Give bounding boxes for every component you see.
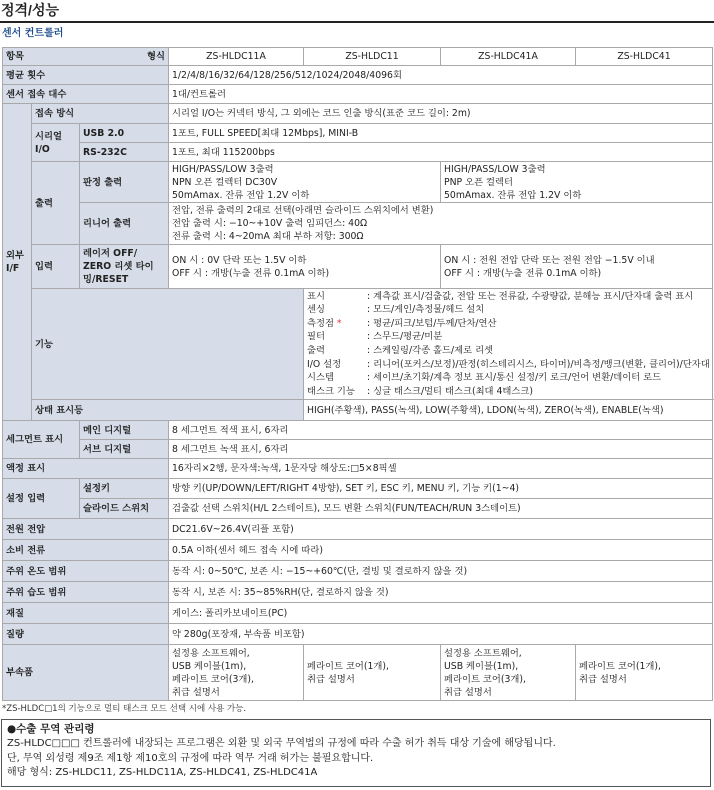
rs232-label: RS-232C (80, 143, 169, 162)
function-list (304, 289, 713, 400)
sub-display-value: 8 세그먼트 녹색 표시, 6자리 (169, 440, 713, 459)
material-value: 게이스: 폴리카보네이트(PC) (169, 603, 713, 624)
avg-value: 1/2/4/8/16/32/64/128/256/512/1024/2048/4096회 (169, 66, 713, 85)
acc-line: USB 케이블(1m), (444, 660, 519, 672)
model-hldc41: ZS-HLDC41 (576, 48, 713, 66)
row-functions (3, 289, 713, 400)
sub-display-label: 서브 디지털 (80, 440, 169, 459)
setting-label: 설정 입력 (3, 479, 80, 519)
export-control-line: 해당 형식: ZS-HLDC11, ZS-HLDC11A, ZS-HLDC41, ZS-HLDC41A (7, 767, 318, 778)
voltage-label: 전원 전압 (3, 519, 169, 540)
input-npn-line: OFF 시 : 개방(누출 전류 0.1mA 이하) (172, 267, 330, 279)
judge-pnp (441, 162, 713, 203)
row-material (3, 603, 713, 624)
rs232-value: 1포트, 최대 115200bps (169, 143, 713, 162)
acc-line: 페라이트 코어(3개), (172, 673, 254, 685)
acc-line: 설정용 소프트웨어, (444, 647, 522, 659)
voltage-value: DC21.6V~26.4V(리플 포함) (169, 519, 713, 540)
acc-line: 페라이트 코어(3개), (444, 673, 526, 685)
judge-npn-line: HIGH/PASS/LOW 3출력 (172, 163, 274, 175)
function-item: 출력 : 스케일링/각종 홀드/제로 리셋 (307, 345, 494, 356)
acc-line: 페라이트 코어(1개), (307, 660, 389, 672)
header-model-label: 형식 (147, 51, 165, 62)
temp-label: 주위 온도 범위 (3, 561, 169, 582)
row-rs232 (3, 143, 713, 162)
row-sub-display (3, 440, 713, 459)
material-label: 재질 (3, 603, 169, 624)
row-current (3, 540, 713, 561)
spec-table (2, 47, 713, 701)
function-item: 표시 : 계측값 표시/검출값, 전압 또는 전류값, 수광량값, 분해능 표시/단자대 출력 표시 (307, 290, 694, 302)
function-item: I/O 설정 : 리니어(포커스/보정)/판정(히스테리시스, 타이머)/비측정/뱅크(변환, 클리어)/단자대 (307, 358, 710, 370)
row-status (3, 400, 713, 421)
lcd-label: 액정 표시 (3, 459, 169, 479)
seg-label: 세그먼트 표시 (3, 421, 80, 459)
acc-hldc41a (441, 645, 576, 701)
row-input (3, 245, 713, 289)
status-value: HIGH(주황색), PASS(녹색), LOW(주황색), LDON(녹색), ZERO(녹색), ENABLE(녹색) (304, 400, 713, 421)
linear-label: 리니어 출력 (80, 203, 169, 245)
function-item: 측정점 * : 평균/피크/보텀/두께/단차/연산 (307, 317, 497, 329)
input-npn (169, 245, 441, 289)
lcd-value: 16자리×2행, 문자색:녹색, 1문자당 해상도:□5×8픽셀 (169, 459, 713, 479)
avg-label: 평균 횟수 (3, 66, 169, 85)
input-label: 입력 (32, 245, 80, 289)
input-pnp (441, 245, 713, 289)
section-subtitle: 센서 컨트롤러 (2, 28, 64, 39)
function-item: 시스템 : 세이브/초기화/계측 정보 표시/통신 설정/키 로크/언어 변환/데이터 로드 (307, 372, 662, 384)
model-hldc11a: ZS-HLDC11A (169, 48, 304, 66)
current-label: 소비 전류 (3, 540, 169, 561)
slide-label: 슬라이드 스위치 (80, 499, 169, 519)
weight-value: 약 280g(포장재, 부속품 비포함) (169, 624, 713, 645)
linear-value (169, 203, 713, 245)
judge-npn-line: NPN 오픈 컬렉터 DC30V (172, 176, 278, 188)
usb-label: USB 2.0 (80, 124, 169, 143)
slide-value: 검출값 선택 스위치(H/L 2스테이트), 모드 변환 스위치(FUN/TEACH/RUN 3스테이트) (169, 499, 713, 519)
export-control-heading: ●수출 무역 관리령 (7, 723, 95, 735)
humidity-label: 주위 습도 범위 (3, 582, 169, 603)
external-if-label: 외부 I/F (3, 104, 32, 421)
sensor-count-label: 센서 접속 대수 (3, 85, 169, 104)
linear-line: 전류 출력 시: 4~20mA 최대 부하 저항: 300Ω (172, 231, 364, 242)
humidity-value: 동작 시, 보존 시: 35~85%RH(단, 결로하지 않을 것) (169, 582, 713, 603)
linear-line: 전압 출력 시: −10~+10V 출력 임피던스: 40Ω (172, 218, 368, 229)
row-lcd (3, 459, 713, 479)
main-display-value: 8 세그먼트 적색 표시, 6자리 (169, 421, 713, 440)
row-weight (3, 624, 713, 645)
acc-line: USB 케이블(1m), (172, 660, 247, 672)
row-voltage (3, 519, 713, 540)
export-control-line: ZS-HLDC□□□ 컨트롤러에 내장되는 프로그램은 외환 및 외국 무역법의 규정에 따라 수출 허가 취득 대상 기술에 해당됩니다. (7, 738, 556, 749)
row-humidity (3, 582, 713, 603)
row-usb (3, 124, 713, 143)
acc-line: 취급 설명서 (579, 673, 627, 685)
model-hldc41a: ZS-HLDC41A (441, 48, 576, 66)
conn-method-label: 접속 방식 (32, 104, 169, 124)
setting-key-label: 설정키 (80, 479, 169, 499)
row-setting-key (3, 479, 713, 499)
row-linear-output (3, 203, 713, 245)
serial-label: 시리얼 I/O (32, 124, 80, 162)
current-value: 0.5A 이하(센서 헤드 접속 시에 따라) (169, 540, 713, 561)
sensor-count-value: 1대/컨트롤러 (169, 85, 713, 104)
model-hldc11: ZS-HLDC11 (304, 48, 441, 66)
row-slide-switch (3, 499, 713, 519)
row-temperature (3, 561, 713, 582)
row-conn-method (3, 104, 713, 124)
row-accessories (3, 645, 713, 701)
export-control-box (1, 719, 711, 787)
acc-hldc41 (576, 645, 713, 701)
function-item: 태스크 기능 : 싱글 태스크/멀티 태스크(최대 4태스크) (307, 385, 533, 397)
footnote-star: * (336, 317, 342, 329)
acc-line: 설정용 소프트웨어, (172, 647, 250, 659)
judge-pnp-line: PNP 오픈 컬렉터 (444, 176, 513, 188)
usb-value: 1포트, FULL SPEED[최대 12Mbps], MINI-B (169, 124, 713, 143)
accessory-label: 부속품 (3, 645, 169, 701)
input-npn-line: ON 시 : 0V 단락 또는 1.5V 이하 (172, 254, 307, 266)
judge-npn (169, 162, 441, 203)
footnote: *ZS-HLDC□1의 기능으로 멀티 태스크 모드 선택 시에 사용 가능. (2, 704, 247, 714)
row-average (3, 66, 713, 85)
function-label: 기능 (32, 289, 304, 400)
judge-pnp-line: HIGH/PASS/LOW 3출력 (444, 163, 546, 175)
linear-line: 전압, 전류 출력의 2대로 선택(아래면 슬라이드 스위치에서 변환) (172, 205, 434, 216)
judge-pnp-line: 50mAmax. 잔류 전압 1.2V 이하 (444, 189, 582, 201)
input-sub-label: 레이저 OFF/ ZERO 리셋 타이밍/RESET (80, 245, 169, 289)
row-main-display (3, 421, 713, 440)
header-item: 항목 (6, 51, 24, 62)
export-control-line: 단, 무역 외성령 제9조 제1항 제10호의 규정에 따라 역무 거래 허가는 불필요합니다. (7, 752, 374, 764)
header-row (3, 48, 713, 66)
row-sensor-count (3, 85, 713, 104)
acc-line: 페라이트 코어(1개), (579, 660, 661, 672)
temp-value: 동작 시: 0~50℃, 보존 시: −15~+60℃(단, 결빙 및 결로하지 않을 것) (169, 561, 713, 582)
input-pnp-line: ON 시 : 전원 전압 단락 또는 전원 전압 −1.5V 이내 (444, 254, 655, 266)
acc-line: 취급 설명서 (444, 686, 492, 698)
page-title: 정격/성능 (1, 2, 59, 18)
setting-key-value: 방향 키(UP/DOWN/LEFT/RIGHT 4방향), SET 키, ESC 키, MENU 키, 기능 키(1~4) (169, 479, 713, 499)
output-label: 출력 (32, 162, 80, 245)
function-item: 필터 : 스무드/평균/미분 (307, 331, 443, 343)
row-judge-output (3, 162, 713, 203)
acc-hldc11a (169, 645, 304, 701)
header-item-cell (3, 48, 169, 66)
main-display-label: 메인 디지털 (80, 421, 169, 440)
acc-line: 취급 설명서 (172, 686, 220, 698)
acc-hldc11 (304, 645, 441, 701)
status-label: 상태 표시등 (32, 400, 304, 421)
function-item: 센싱 : 모드/게인/측정물/헤드 설치 (307, 304, 485, 316)
acc-line: 취급 설명서 (307, 673, 355, 685)
title-rule (0, 21, 714, 23)
input-pnp-line: OFF 시 : 개방(누출 전류 0.1mA 이하) (444, 267, 602, 279)
weight-label: 질량 (3, 624, 169, 645)
conn-method-value: 시리얼 I/O는 커넥터 방식, 그 외에는 코드 인출 방식(표준 코드 길이: 2m) (169, 104, 713, 124)
judge-label: 판정 출력 (80, 162, 169, 203)
judge-npn-line: 50mAmax. 잔류 전압 1.2V 이하 (172, 189, 310, 201)
